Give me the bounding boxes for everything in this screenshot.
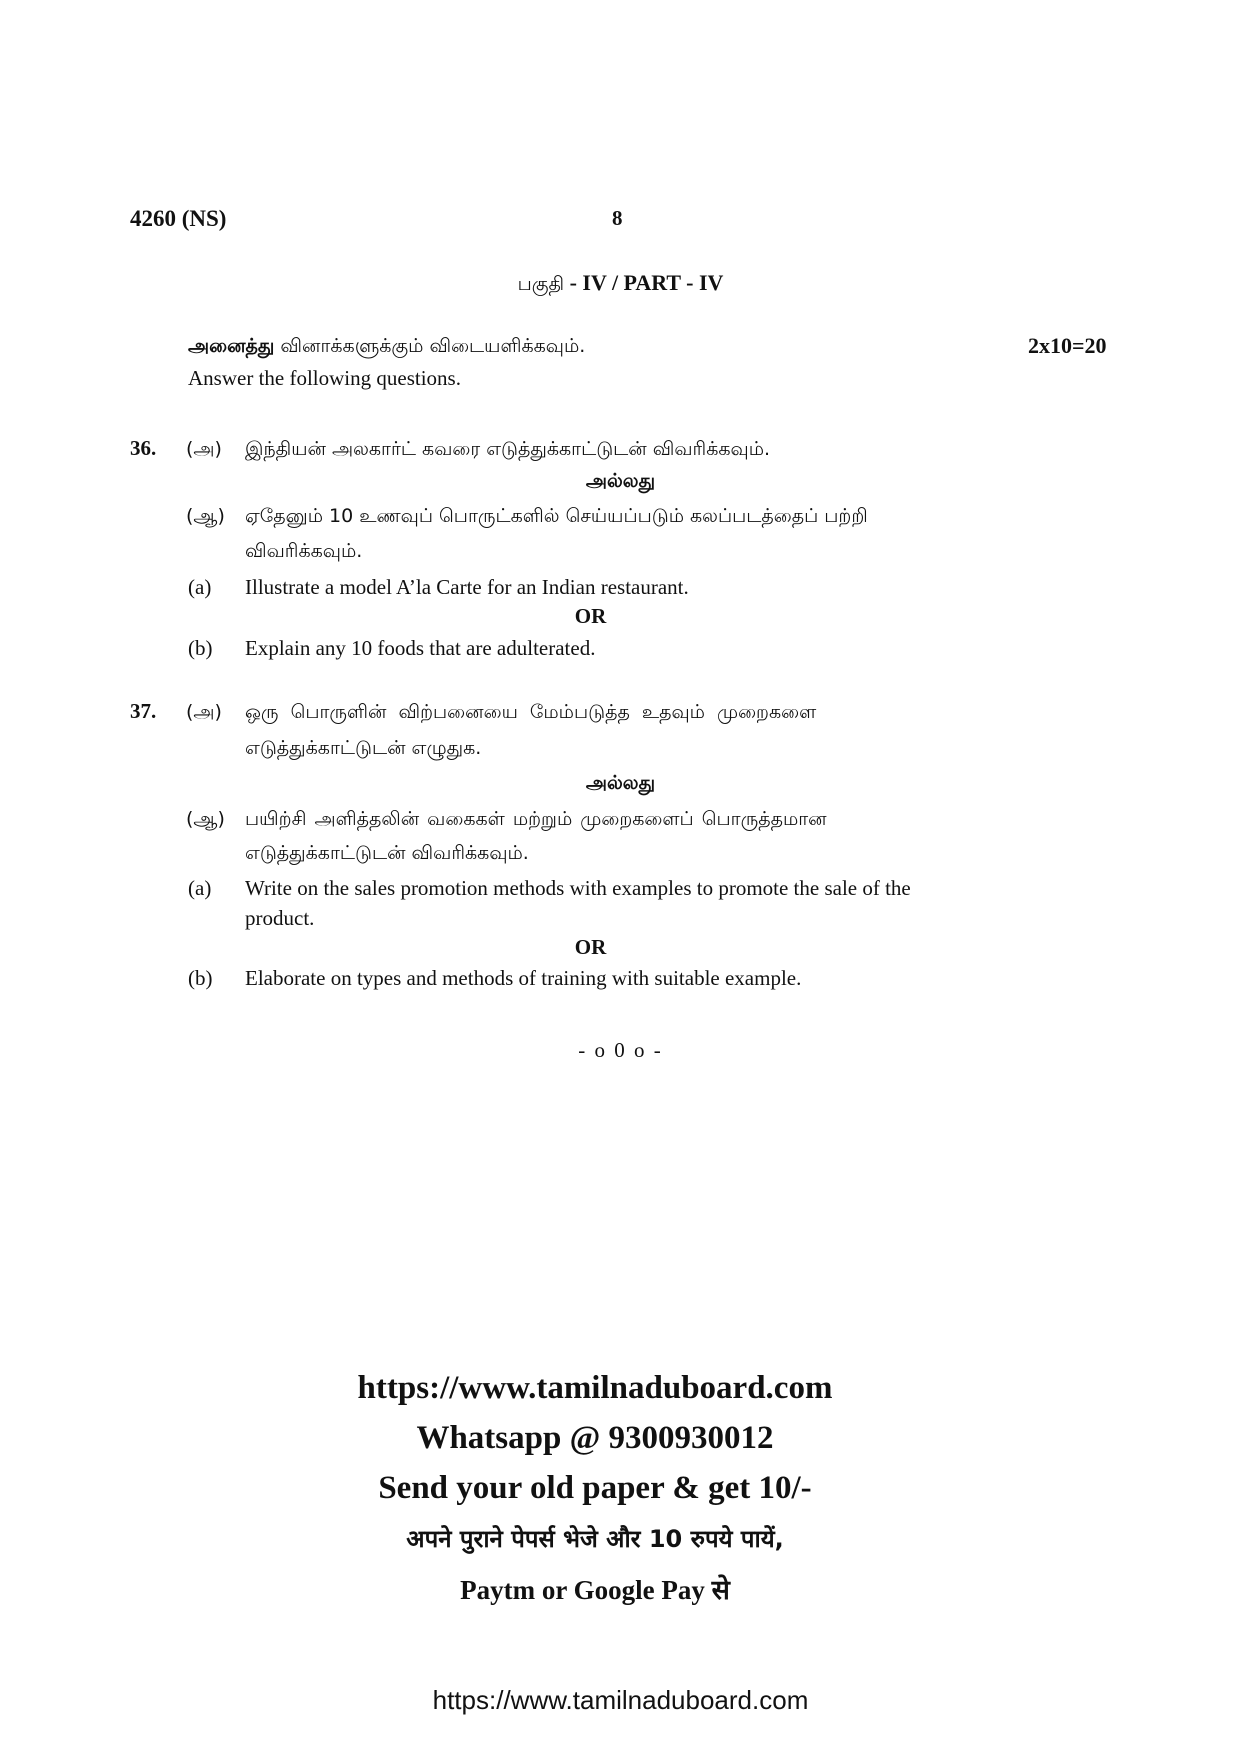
option-a-tamil: இந்தியன் அலகார்ட் கவரை எடுத்துக்காட்டுடன் விவரிக்கவும். <box>245 438 771 460</box>
option-b-english: Elaborate on types and methods of training with suitable example. <box>245 966 802 990</box>
footer-url-link[interactable]: https://www.tamilnaduboard.com <box>432 1685 809 1715</box>
option-b-tamil-line2: விவரிக்கவும். <box>245 540 363 562</box>
marks-scheme: 2x10=20 <box>1028 333 1107 358</box>
question-number: 36. <box>130 436 157 460</box>
option-label: (b) <box>188 636 213 660</box>
part-title <box>0 270 1241 298</box>
option-label: (ஆ) <box>186 505 225 527</box>
or-english: OR <box>574 935 607 959</box>
option-a-tamil-line1: ஒரு பொருளின் விற்பனையை மேம்படுத்த உதவும் முறைகளை <box>245 701 817 723</box>
or-tamil: அல்லது <box>585 772 656 794</box>
promo-offer: Send your old paper & get 10/- <box>378 1470 812 1506</box>
option-label: (ஆ) <box>186 808 225 830</box>
question-number: 37. <box>130 699 157 723</box>
promo-whatsapp: Whatsapp @ 9300930012 <box>416 1420 774 1456</box>
option-b-tamil-line1: பயிற்சி அளித்தலின் வகைகள் மற்றும் முறைகளைப் பொருத்தமான <box>245 808 827 830</box>
option-label: (அ) <box>186 438 222 460</box>
or-english: OR <box>574 604 607 628</box>
part-title-english: - IV / PART - IV <box>564 270 724 295</box>
instruction-tamil-bold: அனைத்து <box>188 335 275 357</box>
part-title-tamil: பகுதி <box>517 273 565 295</box>
option-a-tamil-line2: எடுத்துக்காட்டுடன் எழுதுக. <box>245 737 482 759</box>
option-b-tamil-line1: ஏதேனும் 10 உணவுப் பொருட்களில் செய்யப்படும் கலப்படத்தைப் பற்றி <box>245 505 868 527</box>
option-label: (b) <box>188 966 213 990</box>
promo-hindi: अपने पुराने पेपर्स भेजे और 10 रुपये पायें, <box>406 1525 784 1553</box>
promo-payment: Paytm or Google Pay से <box>460 1575 730 1605</box>
instruction-english: Answer the following questions. <box>188 366 461 390</box>
page-number: 8 <box>612 206 623 230</box>
end-marker: - o 0 o - <box>578 1038 663 1062</box>
option-a-english: Illustrate a model A’la Carte for an Indian restaurant. <box>245 575 689 599</box>
promo-url-link[interactable]: https://www.tamilnaduboard.com <box>357 1370 833 1406</box>
instruction-tamil-rest: வினாக்களுக்கும் விடையளிக்கவும். <box>274 335 586 357</box>
option-b-tamil-line2: எடுத்துக்காட்டுடன் விவரிக்கவும். <box>245 842 529 864</box>
option-b-english: Explain any 10 foods that are adulterated. <box>245 636 596 660</box>
paper-code: 4260 (NS) <box>130 206 227 231</box>
option-label: (a) <box>188 876 212 900</box>
option-label: (a) <box>188 575 212 599</box>
or-tamil: அல்லது <box>585 470 656 492</box>
option-a-english-line2: product. <box>245 906 315 930</box>
option-label: (அ) <box>186 701 222 723</box>
instruction-tamil <box>188 335 585 360</box>
option-a-english-line1: Write on the sales promotion methods with examples to promote the sale of the <box>245 876 911 900</box>
